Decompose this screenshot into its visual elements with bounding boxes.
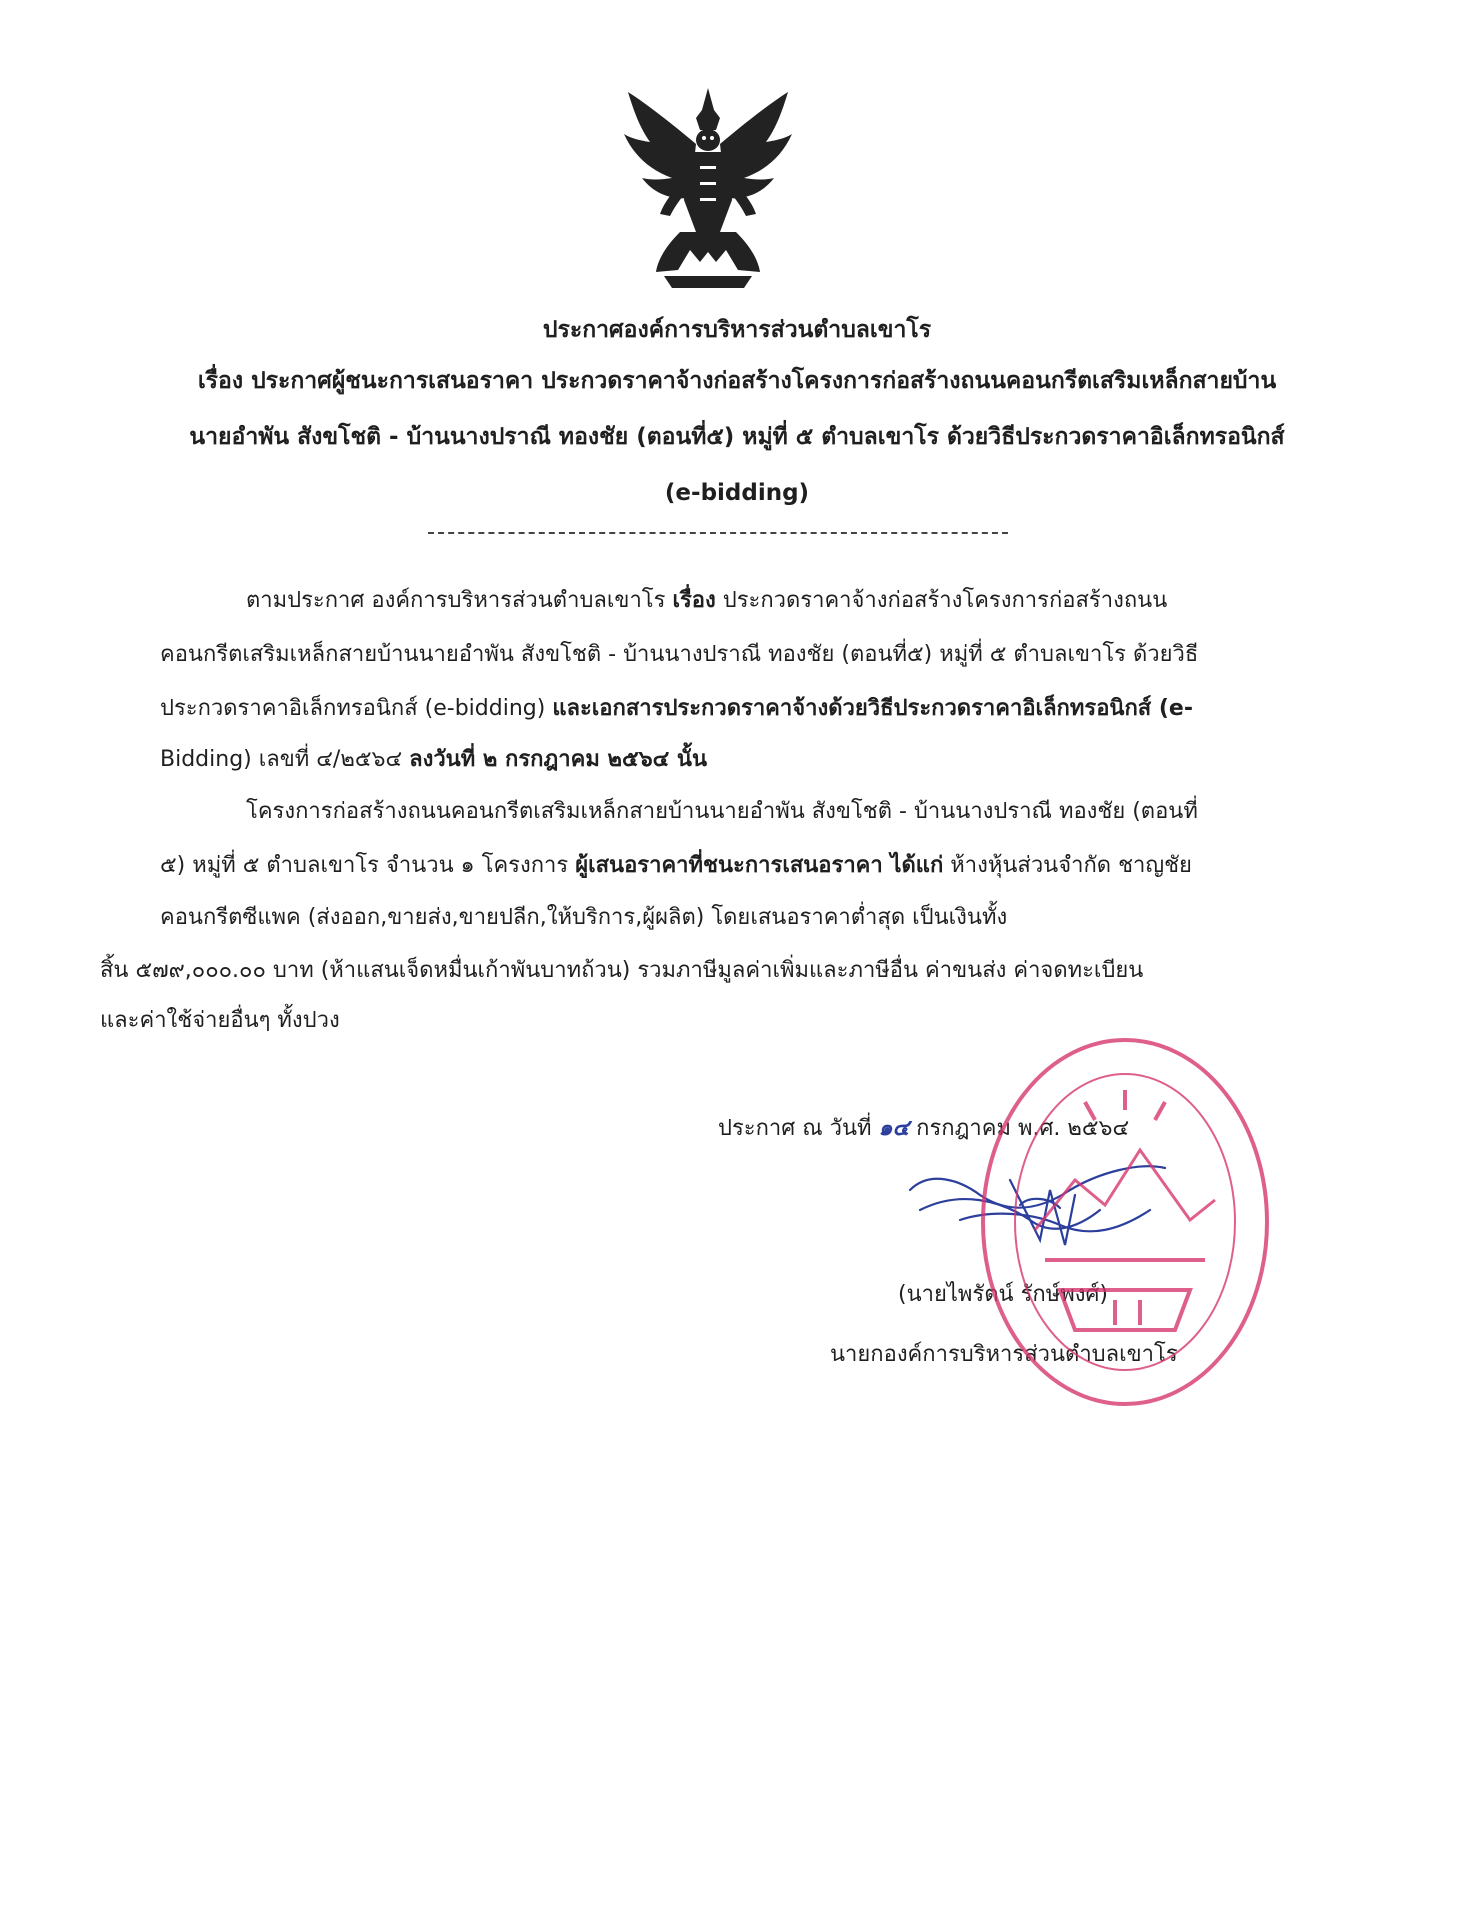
text-run: ห้างหุ้นส่วนจำกัด ชาญชัย xyxy=(943,853,1192,878)
paragraph1-line2: คอนกรีตเสริมเหล็กสายบ้านนายอำพัน สังขโชติ - บ้านนางปราณี ทองชัย (ตอนที่๕) หมู่ที่ ๕ ตำบลเขาโร ด้วยวิธี xyxy=(160,642,1199,667)
announcement-title: ประกาศองค์การบริหารส่วนตำบลเขาโร xyxy=(542,317,932,343)
text-run: Bidding) เลขที่ ๔/๒๕๖๔ xyxy=(160,747,410,772)
official-seal-icon xyxy=(975,1030,1275,1415)
paragraph2-line4: สิ้น ๕๗๙,๐๐๐.๐๐ บาท (ห้าแสนเจ็ดหมื่นเก้าพันบาทถ้วน) รวมภาษีมูลค่าเพิ่มและภาษีอื่น ค่าขนส่ง ค่าจดทะเบียน xyxy=(100,958,1144,983)
subject-line-3: (e-bidding) xyxy=(664,480,810,506)
date-prefix: ประกาศ ณ วันที่ xyxy=(718,1116,872,1141)
subject-line-2: นายอำพัน สังขโชติ - บ้านนางปราณี ทองชัย (ตอนที่๕) หมู่ที่ ๕ ตำบลเขาโร ด้วยวิธีประกวดราคาอิเล็กทรอนิกส์ xyxy=(189,424,1285,450)
garuda-emblem-icon xyxy=(620,82,796,292)
text-run: ตามประกาศ องค์การบริหารส่วนตำบลเขาโร xyxy=(246,588,673,613)
dashed-divider xyxy=(428,532,1008,534)
paragraph2-line5: และค่าใช้จ่ายอื่นๆ ทั้งปวง xyxy=(100,1008,340,1033)
paragraph2-line1: โครงการก่อสร้างถนนคอนกรีตเสริมเหล็กสายบ้านนายอำพัน สังขโชติ - บ้านนางปราณี ทองชัย (ตอนที่ xyxy=(246,799,1198,824)
text-run-bold: เรื่อง xyxy=(672,588,716,613)
text-run: ประกวดราคาจ้างก่อสร้างโครงการก่อสร้างถนน xyxy=(715,588,1168,613)
paragraph1-line4 xyxy=(160,745,707,775)
paragraph2-line3: คอนกรีตซีแพค (ส่งออก,ขายส่ง,ขายปลีก,ให้บริการ,ผู้ผลิต) โดยเสนอราคาต่ำสุด เป็นเงินทั้ง xyxy=(160,905,1008,930)
signer-position: นายกองค์การบริหารส่วนตำบลเขาโร xyxy=(830,1342,1178,1367)
text-run-bold: และเอกสารประกวดราคาจ้างด้วยวิธีประกวดราคาอิเล็กทรอนิกส์ (e- xyxy=(552,696,1193,721)
date-month-year: กรกฎาคม พ.ศ. ๒๕๖๔ xyxy=(916,1116,1130,1141)
signer-name: (นายไพรัตน์ รักษ์พงศ์) xyxy=(898,1282,1108,1307)
paragraph1-line1 xyxy=(246,586,1167,616)
subject-line-1: เรื่อง ประกาศผู้ชนะการเสนอราคา ประกวดราคาจ้างก่อสร้างโครงการก่อสร้างถนนคอนกรีตเสริมเหล็กสายบ้าน xyxy=(197,368,1277,394)
paragraph2-line2 xyxy=(160,851,1192,881)
text-run-bold: ลงวันที่ ๒ กรกฎาคม ๒๕๖๔ นั้น xyxy=(409,747,707,772)
date-day: ๑๔ xyxy=(878,1116,910,1141)
text-run-bold: ผู้เสนอราคาที่ชนะการเสนอราคา ได้แก่ xyxy=(575,853,944,878)
paragraph1-line3 xyxy=(160,694,1193,724)
text-run: ประกวดราคาอิเล็กทรอนิกส์ (e-bidding) xyxy=(160,696,553,721)
text-run: ๕) หมู่ที่ ๕ ตำบลเขาโร จำนวน ๑ โครงการ xyxy=(160,853,576,878)
